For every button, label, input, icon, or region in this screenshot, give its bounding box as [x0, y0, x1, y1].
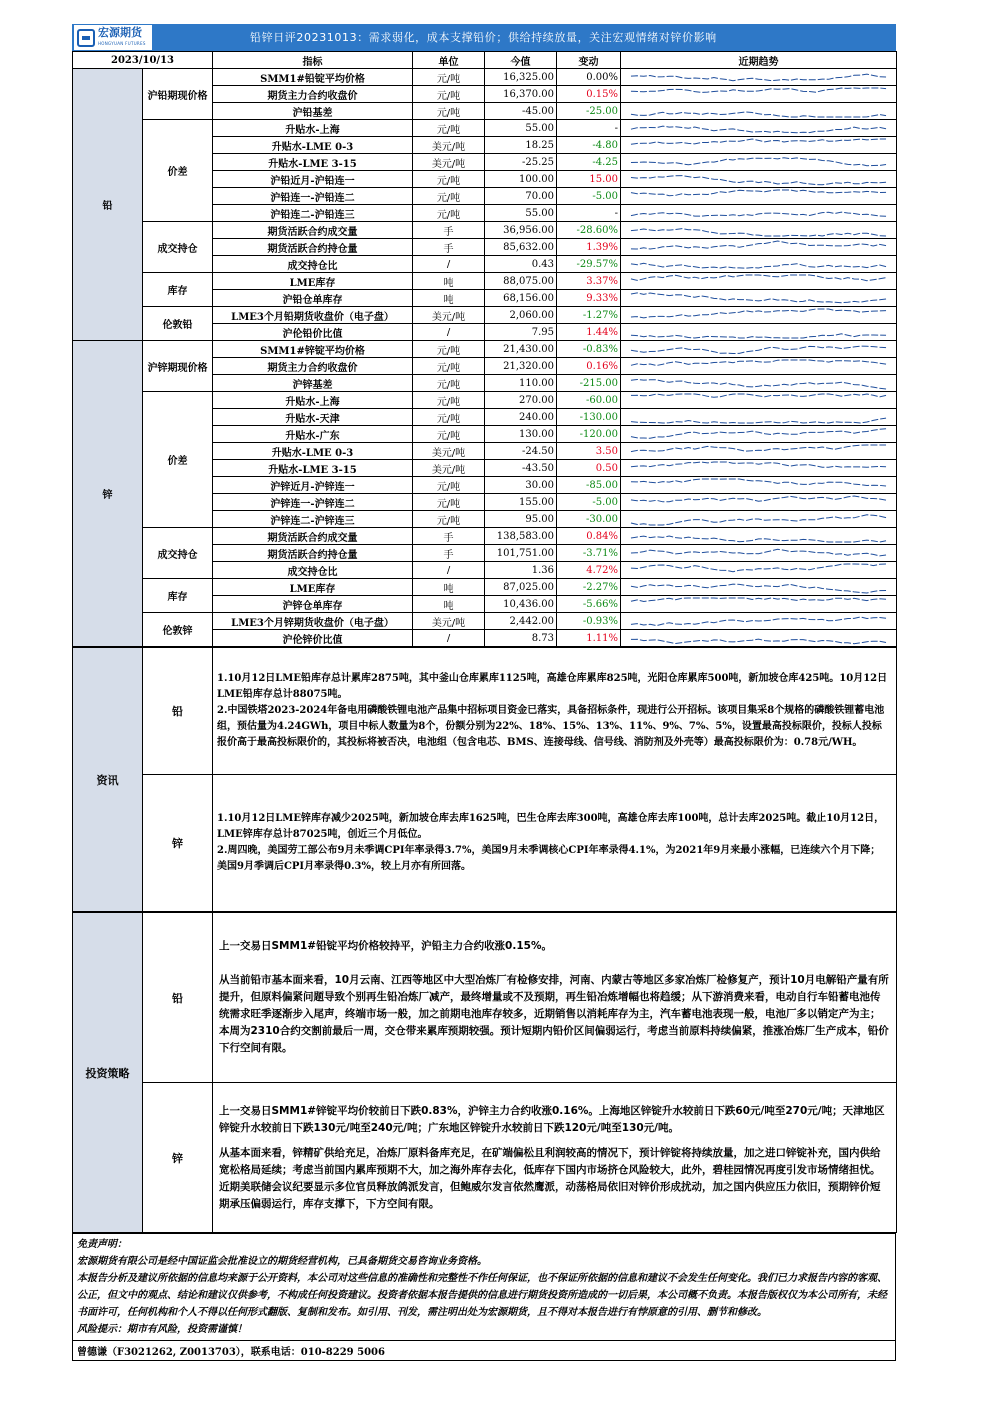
trend-sparkline	[621, 120, 897, 137]
trend-sparkline	[621, 477, 897, 494]
trend-sparkline	[621, 324, 897, 341]
strategy-zinc-summary: 上一交易日SMM1#锌锭平均价较前日下跌0.83%，沪锌主力合约收涨0.16%。上海地区锌锭升水较前日下跌60元/吨至270元/吨；天津地区锌锭升水较前日下跌130元/吨至240元/吨；广东地区锌锭升水较前日下跌120元/吨至130元/吨。	[219, 1104, 885, 1134]
indicator-unit: 美元/吨	[413, 613, 485, 630]
indicator-name: 升贴水-LME 0-3	[213, 137, 413, 154]
trend-sparkline	[621, 358, 897, 375]
trend-sparkline	[621, 307, 897, 324]
indicator-name: 沪锌仓单库存	[213, 596, 413, 613]
indicator-name: 沪锌近月-沪锌连一	[213, 477, 413, 494]
table-header	[73, 52, 897, 69]
strategy-lead-summary: 上一交易日SMM1#铅锭平均价格较持平，沪铅主力合约收涨0.15%。	[219, 940, 552, 952]
table-row	[73, 528, 897, 545]
group-label: 沪铅期现价格	[143, 69, 213, 120]
indicator-name: 沪铅基差	[213, 103, 413, 120]
indicator-unit: 手	[413, 528, 485, 545]
indicator-change: -5.00	[557, 494, 621, 511]
indicator-name: 期货活跃合约成交量	[213, 222, 413, 239]
trend-sparkline	[621, 86, 897, 103]
indicator-change: 0.84%	[557, 528, 621, 545]
indicator-value: 21,430.00	[485, 341, 557, 358]
indicator-change: -1.27%	[557, 307, 621, 324]
indicator-unit: 美元/吨	[413, 460, 485, 477]
indicator-unit: 元/吨	[413, 358, 485, 375]
indicator-name: 升贴水-天津	[213, 409, 413, 426]
indicator-unit: 吨	[413, 273, 485, 290]
trend-sparkline	[621, 154, 897, 171]
indicator-value: 55.00	[485, 120, 557, 137]
indicator-unit: 吨	[413, 596, 485, 613]
indicator-unit: 元/吨	[413, 120, 485, 137]
indicator-name: 沪伦锌价比值	[213, 630, 413, 647]
indicator-value: 10,436.00	[485, 596, 557, 613]
group-label: 伦敦锌	[143, 613, 213, 647]
indicator-value: 1.36	[485, 562, 557, 579]
indicator-value: -45.00	[485, 103, 557, 120]
indicator-unit: 美元/吨	[413, 443, 485, 460]
indicator-change: 15.00	[557, 171, 621, 188]
category-lead: 铅	[73, 69, 143, 341]
trend-sparkline	[621, 392, 897, 409]
indicator-change: -4.80	[557, 137, 621, 154]
indicator-name: 成交持仓比	[213, 562, 413, 579]
indicator-name: 期货活跃合约持仓量	[213, 239, 413, 256]
indicator-change: 0.16%	[557, 358, 621, 375]
trend-sparkline	[621, 137, 897, 154]
disclaimer-line-2: 本报告分析及建议所依据的信息均来源于公开资料，本公司对这些信息的准确性和完整性不作任何保证，也不保证所依据的信息和建议不会发生任何变化。我们已力求报告内容的客观、公正，但文中的观点、结论和建议仅供参考，不构成任何投资建议。投资者依据本报告提供的信息进行期货投资所造成的一切后果，本公司概不负责。本报告版权仅为本公司所有，未经书面许可，任何机构和个人不得以任何形式翻版、复制和发布。如引用、刊发，需注明出处为宏源期货，且不得对本报告进行有悖原意的引用、删节和修改。	[77, 1273, 887, 1318]
indicator-name: LME库存	[213, 273, 413, 290]
indicator-change: -0.83%	[557, 341, 621, 358]
indicator-name: 沪铅连一-沪铅连二	[213, 188, 413, 205]
indicator-unit: 元/吨	[413, 375, 485, 392]
indicator-value: 2,060.00	[485, 307, 557, 324]
category-zinc: 锌	[73, 341, 143, 647]
indicator-value: 0.43	[485, 256, 557, 273]
indicator-unit: 元/吨	[413, 341, 485, 358]
strategy-zinc-analysis: 从基本面来看，锌精矿供给充足，冶炼厂原料备库充足，在矿端偏松且利润较高的情况下，预计锌锭将持续放量，加之进口锌锭补充，国内供给宽松格局延续；考虑当前国内累库预期不大，加之海外库存去化，低库存下国内市场挤仓风险较大，此外，碧桂园情况再度引发市场情绪担忧。近期美联储会议纪要显示多位官员释放鸽派发言，但鲍威尔发言依然鹰派，动荡格局依旧对锌价形成扰动，加之国内供应压力依旧，预期锌价短期承压偏弱运行，库存支撑下，下方空间有限。	[219, 1146, 881, 1210]
header-indicator: 指标	[213, 52, 413, 69]
table-row	[73, 222, 897, 239]
indicator-name: SMM1#铅锭平均价格	[213, 69, 413, 86]
indicator-change: -4.25	[557, 154, 621, 171]
group-label: 沪锌期现价格	[143, 341, 213, 392]
indicator-value: 18.25	[485, 137, 557, 154]
trend-sparkline	[621, 409, 897, 426]
indicator-value: 55.00	[485, 205, 557, 222]
indicator-unit: 美元/吨	[413, 154, 485, 171]
table-row	[73, 120, 897, 137]
indicator-name: 沪锌基差	[213, 375, 413, 392]
indicator-value: 100.00	[485, 171, 557, 188]
indicator-unit: 元/吨	[413, 392, 485, 409]
group-label: 成交持仓	[143, 222, 213, 273]
indicator-name: 升贴水-上海	[213, 120, 413, 137]
indicator-change: -130.00	[557, 409, 621, 426]
trend-sparkline	[621, 290, 897, 307]
strategy-zinc-label: 锌	[143, 1083, 213, 1233]
indicator-unit: 元/吨	[413, 426, 485, 443]
indicator-value: 87,025.00	[485, 579, 557, 596]
trend-sparkline	[621, 273, 897, 290]
indicator-value: 101,751.00	[485, 545, 557, 562]
indicator-unit: 元/吨	[413, 511, 485, 528]
news-lead-text	[213, 648, 897, 775]
indicator-change: 9.33%	[557, 290, 621, 307]
news-label: 资讯	[73, 648, 143, 912]
indicator-unit: /	[413, 630, 485, 647]
disclaimer-table	[72, 1233, 896, 1361]
indicator-change: 3.50	[557, 443, 621, 460]
table-row	[73, 307, 897, 324]
trend-sparkline	[621, 596, 897, 613]
indicator-unit: /	[413, 256, 485, 273]
strategy-lead-text	[213, 913, 897, 1083]
trend-sparkline	[621, 103, 897, 120]
logo-cn: 宏源期货	[98, 25, 142, 39]
table-row	[73, 69, 897, 86]
logo-icon	[77, 29, 95, 47]
indicator-unit: 手	[413, 222, 485, 239]
indicator-value: 85,632.00	[485, 239, 557, 256]
indicator-change: -60.00	[557, 392, 621, 409]
indicator-name: 升贴水-广东	[213, 426, 413, 443]
indicator-name: 升贴水-LME 3-15	[213, 460, 413, 477]
indicator-name: SMM1#锌锭平均价格	[213, 341, 413, 358]
report-banner	[72, 24, 896, 51]
indicator-unit: /	[413, 324, 485, 341]
indicator-value: 70.00	[485, 188, 557, 205]
trend-sparkline	[621, 205, 897, 222]
strategy-lead-label: 铅	[143, 913, 213, 1083]
strategy-zinc-text	[213, 1083, 897, 1233]
trend-sparkline	[621, 613, 897, 630]
trend-sparkline	[621, 256, 897, 273]
indicator-unit: 美元/吨	[413, 307, 485, 324]
indicator-name: 沪锌连一-沪锌连二	[213, 494, 413, 511]
indicator-unit: 元/吨	[413, 188, 485, 205]
indicator-change: 1.11%	[557, 630, 621, 647]
trend-sparkline	[621, 171, 897, 188]
indicator-unit: /	[413, 562, 485, 579]
group-label: 成交持仓	[143, 528, 213, 579]
header-change: 变动	[557, 52, 621, 69]
trend-sparkline	[621, 562, 897, 579]
indicator-change: 4.72%	[557, 562, 621, 579]
trend-sparkline	[621, 579, 897, 596]
trend-sparkline	[621, 239, 897, 256]
header-unit: 单位	[413, 52, 485, 69]
indicator-unit: 元/吨	[413, 494, 485, 511]
trend-sparkline	[621, 188, 897, 205]
indicator-name: 升贴水-LME 3-15	[213, 154, 413, 171]
trend-sparkline	[621, 528, 897, 545]
trend-sparkline	[621, 222, 897, 239]
daily-report	[72, 24, 896, 1361]
indicator-unit: 元/吨	[413, 103, 485, 120]
indicator-name: 期货活跃合约持仓量	[213, 545, 413, 562]
group-label: 价差	[143, 392, 213, 528]
indicator-value: 88,075.00	[485, 273, 557, 290]
disclaimer-risk: 风险提示：期市有风险，投资需谨慎！	[77, 1324, 247, 1335]
indicator-change: -29.57%	[557, 256, 621, 273]
indicator-change: -	[557, 120, 621, 137]
indicator-value: 8.73	[485, 630, 557, 647]
indicator-change: -120.00	[557, 426, 621, 443]
indicator-name: 升贴水-上海	[213, 392, 413, 409]
group-label: 库存	[143, 579, 213, 613]
disclaimer-line-1: 宏源期货有限公司是经中国证监会批准设立的期货经营机构，已具备期货交易咨询业务资格。	[77, 1256, 487, 1267]
group-label: 价差	[143, 120, 213, 222]
indicator-name: 沪铅仓单库存	[213, 290, 413, 307]
indicator-change: 0.00%	[557, 69, 621, 86]
report-date: 2023/10/13	[73, 52, 213, 69]
indicator-name: 升贴水-LME 0-3	[213, 443, 413, 460]
indicator-change: 3.37%	[557, 273, 621, 290]
indicator-change: -3.71%	[557, 545, 621, 562]
indicator-value: 95.00	[485, 511, 557, 528]
disclaimer-title: 免责声明：	[77, 1239, 127, 1250]
logo-en: HONGYUAN FUTURES	[98, 40, 146, 46]
indicator-value: -24.50	[485, 443, 557, 460]
group-label: 库存	[143, 273, 213, 307]
news-lead-body: 1.10月12日LME铅库存总计累库2875吨，其中釜山仓库累库1125吨，高雄仓库累库825吨，光阳仓库累库500吨，新加坡仓库425吨。10月12日LME铅库存总计88075吨。 2.中国铁塔2023-2024年备电用磷酸铁锂电池产品集中招标项目资金已落实，具备招标条件，现进行公开招标。该项目集采8个规格的磷酸铁锂蓄电池组，预估量为4.24GWh，项目中标人数量为8个，份额分别为22%、18%、15%、13%、11%、9%、7%、5%，设置最高投标限价，投标人投标报价高于最高投标限价的，其投标将被否决，电池组（包含电芯、BMS、连接母线、信号线、消防剂及外壳等）最高投标限价为：0.78元/WH。	[217, 673, 888, 748]
indicator-name: 沪锌连二-沪锌连三	[213, 511, 413, 528]
news-zinc-text	[213, 775, 897, 912]
analyst-contact: 曾德谦（F3021262, Z0013703），联系电话：010-8229 5006	[73, 1341, 896, 1361]
disclaimer	[73, 1234, 896, 1341]
indicator-name: LME3个月铅期货收盘价（电子盘）	[213, 307, 413, 324]
indicator-change: -5.66%	[557, 596, 621, 613]
trend-sparkline	[621, 375, 897, 392]
indicator-value: 7.95	[485, 324, 557, 341]
table-row	[73, 392, 897, 409]
indicator-unit: 手	[413, 239, 485, 256]
indicator-value: 21,320.00	[485, 358, 557, 375]
indicator-value: 30.00	[485, 477, 557, 494]
news-zinc-label: 锌	[143, 775, 213, 912]
news-table	[72, 647, 897, 912]
indicator-change: -2.27%	[557, 579, 621, 596]
table-row	[73, 613, 897, 630]
indicator-unit: 美元/吨	[413, 137, 485, 154]
indicator-change: -25.00	[557, 103, 621, 120]
indicator-name: 沪铅连二-沪铅连三	[213, 205, 413, 222]
data-table	[72, 51, 897, 647]
indicator-value: 16,325.00	[485, 69, 557, 86]
indicator-name: 期货主力合约收盘价	[213, 358, 413, 375]
indicator-unit: 手	[413, 545, 485, 562]
indicator-unit: 吨	[413, 290, 485, 307]
indicator-change: -30.00	[557, 511, 621, 528]
trend-sparkline	[621, 545, 897, 562]
indicator-unit: 元/吨	[413, 171, 485, 188]
indicator-name: 沪伦铅价比值	[213, 324, 413, 341]
company-logo	[74, 25, 152, 50]
indicator-unit: 元/吨	[413, 69, 485, 86]
indicator-value: 130.00	[485, 426, 557, 443]
group-label: 伦敦铅	[143, 307, 213, 341]
trend-sparkline	[621, 494, 897, 511]
indicator-value: -25.25	[485, 154, 557, 171]
indicator-name: LME库存	[213, 579, 413, 596]
indicator-change: 0.50	[557, 460, 621, 477]
indicator-change: -28.60%	[557, 222, 621, 239]
indicator-name: 期货主力合约收盘价	[213, 86, 413, 103]
indicator-change: -	[557, 205, 621, 222]
indicator-change: -85.00	[557, 477, 621, 494]
indicator-value: -43.50	[485, 460, 557, 477]
indicator-value: 16,370.00	[485, 86, 557, 103]
indicator-name: 期货活跃合约成交量	[213, 528, 413, 545]
indicator-value: 68,156.00	[485, 290, 557, 307]
indicator-unit: 元/吨	[413, 409, 485, 426]
indicator-name: 成交持仓比	[213, 256, 413, 273]
report-title: 铅锌日评20231013：需求弱化，成本支撑铅价；供给持续放量，关注宏观情绪对锌价影响	[250, 31, 717, 44]
indicator-name: LME3个月锌期货收盘价（电子盘）	[213, 613, 413, 630]
indicator-change: -215.00	[557, 375, 621, 392]
indicator-change: 1.39%	[557, 239, 621, 256]
header-trend: 近期趋势	[621, 52, 897, 69]
trend-sparkline	[621, 443, 897, 460]
strategy-label: 投资策略	[73, 913, 143, 1233]
indicator-name: 沪铅近月-沪铅连一	[213, 171, 413, 188]
trend-sparkline	[621, 69, 897, 86]
header-today: 今值	[485, 52, 557, 69]
strategy-table	[72, 912, 897, 1233]
indicator-value: 240.00	[485, 409, 557, 426]
trend-sparkline	[621, 511, 897, 528]
indicator-change: -0.93%	[557, 613, 621, 630]
indicator-change: 1.44%	[557, 324, 621, 341]
news-lead-label: 铅	[143, 648, 213, 775]
strategy-lead-analysis: 从当前铅市基本面来看，10月云南、江西等地区中大型冶炼厂有检修安排，河南、内蒙古等地区多家冶炼厂检修复产，预计10月电解铅产量有所提升，但原料偏紧问题导致个别再生铅冶炼厂减产，最终增量或不及预期，再生铅冶炼增幅也将趋缓；从下游消费来看，电动自行车铅蓄电池传统需求旺季逐渐步入尾声，终端市场一般，加之前期电池库存较多，近期销售以消耗库存为主，汽车蓄电池表现一般，电池厂多以销定产为主；本周为2310合约交割前最后一周，交仓带来累库预期较强。预计短期内铅价区间偏弱运行，考虑当前原料持续偏紧，推涨冶炼厂生产成本，铅价下行空间有限。	[219, 974, 889, 1054]
trend-sparkline	[621, 460, 897, 477]
trend-sparkline	[621, 630, 897, 647]
news-zinc-body: 1.10月12日LME锌库存减少2025吨，新加坡仓库去库1625吨，巴生仓库去库300吨，高雄仓库去库100吨，总计去库2025吨。截止10月12日，LME锌库存总计87025吨，创近三个月低位。 2.周四晚，美国劳工部公布9月未季调CPI年率录得3.7%，美国9月未季调核心CPI年率录得4.1%，为2021年9月来最小涨幅，已连续六个月下降；美国9月季调后CPI月率录得0.3%，较上月亦有所回落。	[217, 813, 885, 872]
indicator-unit: 元/吨	[413, 86, 485, 103]
indicator-value: 36,956.00	[485, 222, 557, 239]
indicator-unit: 元/吨	[413, 477, 485, 494]
indicator-unit: 吨	[413, 579, 485, 596]
table-row	[73, 341, 897, 358]
indicator-value: 110.00	[485, 375, 557, 392]
trend-sparkline	[621, 426, 897, 443]
indicator-change: -5.00	[557, 188, 621, 205]
trend-sparkline	[621, 341, 897, 358]
indicator-change: 0.15%	[557, 86, 621, 103]
indicator-value: 155.00	[485, 494, 557, 511]
indicator-unit: 元/吨	[413, 205, 485, 222]
table-row	[73, 579, 897, 596]
indicator-value: 2,442.00	[485, 613, 557, 630]
indicator-value: 138,583.00	[485, 528, 557, 545]
indicator-value: 270.00	[485, 392, 557, 409]
table-row	[73, 273, 897, 290]
